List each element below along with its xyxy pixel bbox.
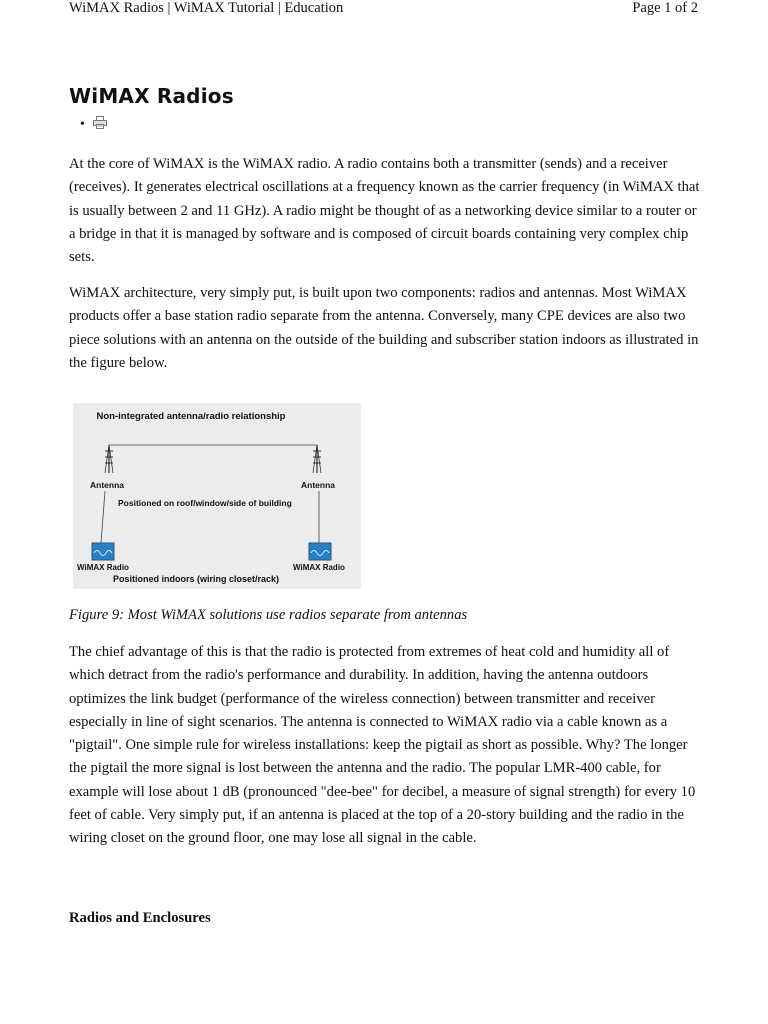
paragraph-architecture: WiMAX architecture, very simply put, is built upon two components: radios and antennas. Most WiMAX products offer a base station radio separate from the antenna. Conversely, many CPE devices are also two piece solutions with an antenna on the outside of the building and subscriber station indoors as illustrated in the figure below. [69, 285, 699, 371]
page-header-title: WiMAX Radios | WiMAX Tutorial | Education [69, 0, 344, 16]
radio-left-label: WiMAX Radio [77, 563, 129, 572]
printer-icon[interactable] [93, 116, 107, 134]
radio-right-label: WiMAX Radio [293, 563, 345, 572]
print-bullet [80, 116, 107, 134]
paragraph-intro: At the core of WiMAX is the WiMAX radio. A radio contains both a transmitter (sends) and a receiver (receives). It generates electrical oscillations at a frequency known as the carrier frequency (in WiMAX that is usually between 2 and 11 GHz). A radio might be thought of as a networking device similar to a router or a bridge in that it is managed by software and is composed of circuit boards containing very complex chip sets. [69, 156, 700, 266]
paragraph-advantage: The chief advantage of this is that the radio is protected from extremes of heat cold and humidity all of which detract from the radio's performance and durability. In addition, having the antenna outdoors optimizes the link budget (performance of the wireless connection) between transmitter and receiver especially in line of sight scenarios. The antenna is connected to WiMAX radio via a cable known as a "pigtail". One simple rule for wireless installations: keep the pigtail as short as possible. Why? The longer the pigtail the more signal is lost between the antenna and the radio. The popular LMR-400 cable, for example will lose about 1 dB (pronounced "dee-bee" for decibel, a measure of signal strength) for every 10 feet of cable. Very simply put, if an antenna is placed at the top of a 20-story building and the radio in the wiring closet on the ground floor, one may lose all signal in the cable. [69, 644, 696, 847]
figure-antenna-radio [73, 403, 361, 589]
section-heading: Radios and Enclosures [69, 910, 211, 926]
page-number: Page 1 of 2 [632, 0, 698, 16]
bullet-dot: • [80, 117, 85, 132]
antenna-right-icon [313, 445, 321, 473]
antenna-right-label: Antenna [301, 480, 335, 490]
radio-right-icon [309, 543, 331, 560]
antenna-left-icon [105, 445, 113, 473]
radio-left-icon [92, 543, 114, 560]
page-title: WiMAX Radios [69, 84, 234, 108]
outdoor-label: Positioned on roof/window/side of building [118, 498, 292, 508]
indoor-label: Positioned indoors (wiring closet/rack) [113, 574, 280, 584]
figure-caption: Figure 9: Most WiMAX solutions use radios separate from antennas [69, 607, 468, 623]
figure-title: Non-integrated antenna/radio relationship [96, 411, 286, 422]
antenna-left-label: Antenna [90, 480, 124, 490]
